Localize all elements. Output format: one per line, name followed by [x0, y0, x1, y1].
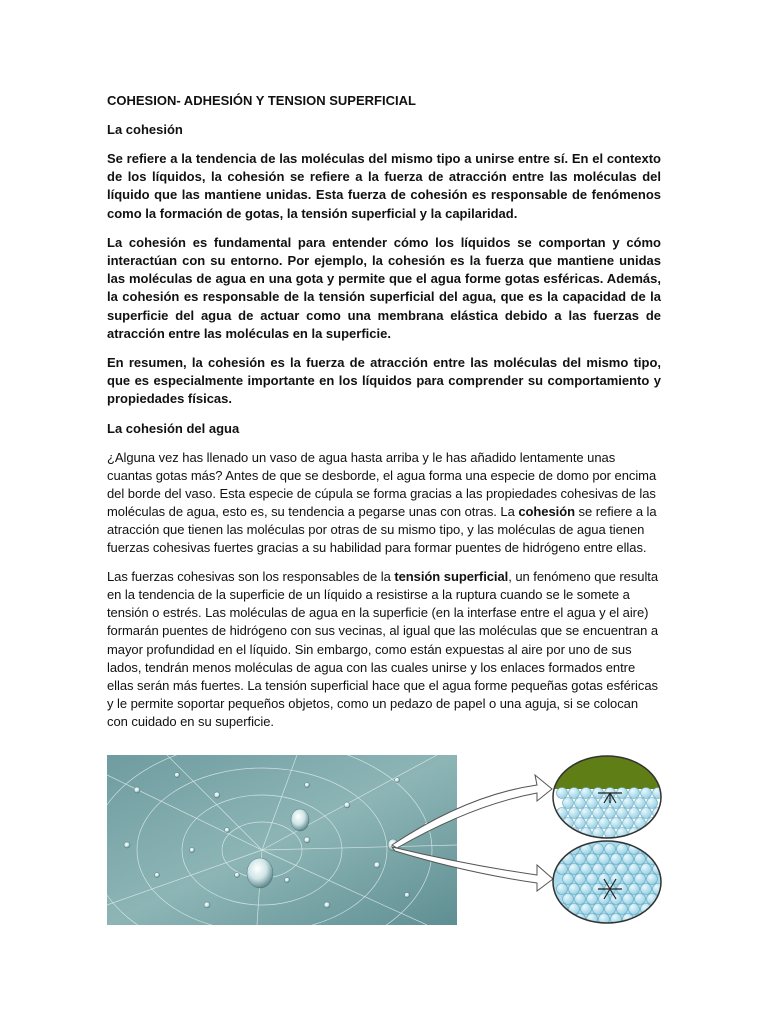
section-heading-cohesion: La cohesión [107, 122, 183, 137]
paragraph-water-dome: ¿Alguna vez has llenado un vaso de agua hasta arriba y le has añadido lentamente unas cuantas gotas más? Antes de que se desborde, el agua forma una especie de domo por encima del borde del vaso. Esta especie de cúpula se forma gracias a las propiedades cohesivas de las moléculas de agua, esto es, su tendencia a pegarse unas con otras. La cohesión se refiere a la atracción que tienen las moléculas por otras de su mismo tipo, y las moléculas de agua tienen fuerzas cohesivas fuertes gracias a su habilidad para formar puentes de hidrógeno entre ellas. [107, 449, 657, 556]
paragraph-cohesion-summary: En resumen, la cohesión es la fuerza de atracción entre las moléculas del mismo tipo, que es especialmente importante en los líquidos para comprender su comportamiento y propiedades físicas. [107, 355, 661, 407]
section-heading-water-cohesion: La cohesión del agua [107, 420, 240, 436]
paragraph-cohesion-definition: Se refiere a la tendencia de las moléculas del mismo tipo a unirse entre sí. En el contexto de los líquidos, la cohesión se refiere a la fuerza de atracción entre las moléculas del líquido que las mantiene unidas. Esta fuerza de cohesión es responsable de fenómenos como la formación de gotas, la tensión superficial y la capilaridad. [107, 151, 661, 221]
figure-illustration [107, 755, 662, 925]
term-cohesion: cohesión [518, 503, 575, 519]
document-title: COHESION- ADHESIÓN Y TENSION SUPERFICIAL [107, 93, 416, 108]
bulk-molecules-diagram [553, 840, 662, 925]
figure-cohesion [107, 755, 662, 925]
surface-molecules-diagram [553, 755, 662, 845]
paragraph-cohesion-importance: La cohesión es fundamental para entender cómo los líquidos se comportan y cómo interactúan con su entorno. Por ejemplo, la cohesión es la fuerza que mantiene unidas las moléculas de agua en una gota y permite que el agua forme gotas esféricas. Además, la cohesión es responsable de la tensión superficial del agua, que es la capacidad de la superficie del agua de actuar como una membrana elástica debido a las fuerzas de atracción entre las moléculas en la superficie. [107, 234, 661, 341]
term-surface-tension: tensión superficial [394, 569, 509, 585]
document-page [107, 92, 661, 742]
paragraph-surface-tension: Las fuerzas cohesivas son los responsables de la tensión superficial, un fenómeno que resulta en la tendencia de la superficie de un líquido a resistirse a la ruptura cuando se le somete a tensión o estrés. Las moléculas de agua en la superficie (en la interfase entre el agua y el aire) formarán puentes de hidrógeno con sus vecinas, al igual que las moléculas que se encuentran a mayor profundidad en el líquido. Sin embargo, como están expuestas al aire por uno de sus lados, tendrán menos moléculas de agua con las cuales unirse y los enlaces formados entre ellas serán más fuertes. La tensión superficial hace que el agua forme pequeñas gotas esféricas y le permite soportar pequeños objetos, como un pedazo de papel o una aguja, si se colocan con cuidado en su superficie. [107, 569, 659, 729]
